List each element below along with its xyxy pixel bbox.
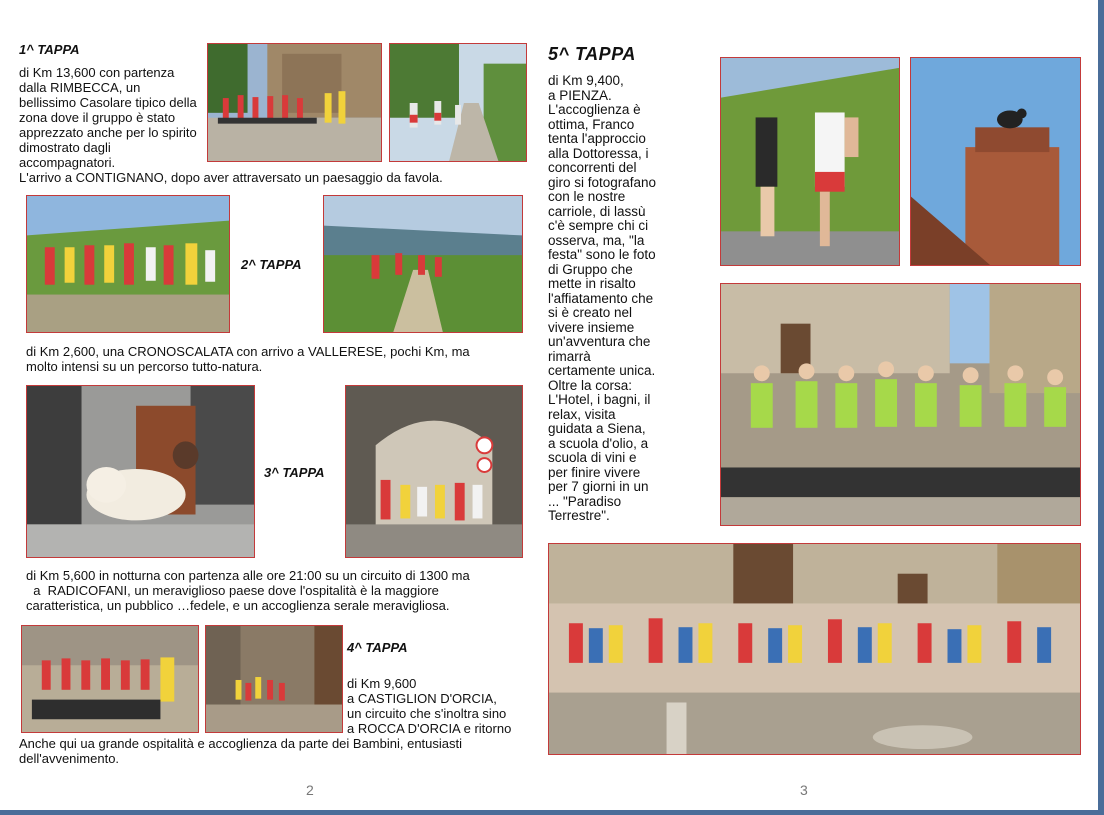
viewer-frame-bottom <box>0 810 1104 815</box>
photo-stage5-runners-hill <box>720 57 900 266</box>
photo-stage1-runners-road <box>389 43 527 162</box>
photo-stage5-runners-line-wheelbarrows <box>720 283 1081 526</box>
stage-5-text: di Km 9,400, a PIENZA. L'accoglienza è ottima, Franco tenta l'approccio alla Dottoressa, i concorrenti del giro si fotografano con le nostre carriole, di lassù c'è sempre chi ci osserva, ma, "la festa" sono le foto di Gruppo che mette in risalto l'affiatamento che si è creato nel vivere insieme un'avventura che rimarrà certamente unica. Oltre la corsa: L'Hotel, i bagni, il relax, visita guidata a Siena, a scuola d'olio, a scuola di vini e per finire vivere per 7 giorni in un ... "Paradiso Terrestre". <box>548 73 657 523</box>
photo-stage1-group-at-farmhouse <box>207 43 382 162</box>
stage-1-text: di Km 13,600 con partenza dalla RIMBECCA, un bellissimo Casolare tipico della zona dove il gruppo è stato apprezzato anche per lo spirito dimostrato dagli accompagnatori. L'arrivo a CONTIGNANO, dopo aver attraversato un paesaggio da favola. <box>19 65 443 185</box>
page-number-left: 2 <box>306 782 314 798</box>
stage-3-text: di Km 5,600 in notturna con partenza alle ore 21:00 su un circuito di 1300 ma a RADICOFANI, un meraviglioso paese dove l'ospitalità è la maggiore caratteristica, un pubblico …fedele, e un accoglienza serale meravigliosa. <box>26 568 470 613</box>
stage-2-title: 2^ TAPPA <box>241 257 302 272</box>
photo-stage5-group-piazza <box>548 543 1081 755</box>
stage-2-text: di Km 2,600, una CRONOSCALATA con arrivo a VALLERESE, pochi Km, ma molto intensi su un percorso tutto-natura. <box>26 344 470 374</box>
stage-4-text: di Km 9,600 a CASTIGLION D'ORCIA, un circuito che s'inoltra sino a ROCCA D'ORCIA e ritorno <box>347 676 512 736</box>
photo-stage2-group-meadow <box>26 195 230 333</box>
stage-4-tail-text: Anche qui ua grande ospitalità e accoglienza da parte dei Bambini, entusiasti dell'avvenimento. <box>19 736 463 766</box>
photo-stage3-dog-window <box>26 385 255 558</box>
photo-stage3-arch-group <box>345 385 523 558</box>
stage-1-title: 1^ TAPPA <box>19 42 80 57</box>
photo-stage4-children-alley <box>205 625 343 733</box>
page-number-right: 3 <box>800 782 808 798</box>
stage-5-title: 5^ TAPPA <box>548 44 636 64</box>
photo-stage2-hill-path <box>323 195 523 333</box>
photo-stage4-group-bikes <box>21 625 199 733</box>
viewer-frame-right <box>1098 0 1104 815</box>
stage-4-title: 4^ TAPPA <box>347 640 408 655</box>
stage-3-title: 3^ TAPPA <box>264 465 325 480</box>
photo-stage5-bird-chimney <box>910 57 1081 266</box>
